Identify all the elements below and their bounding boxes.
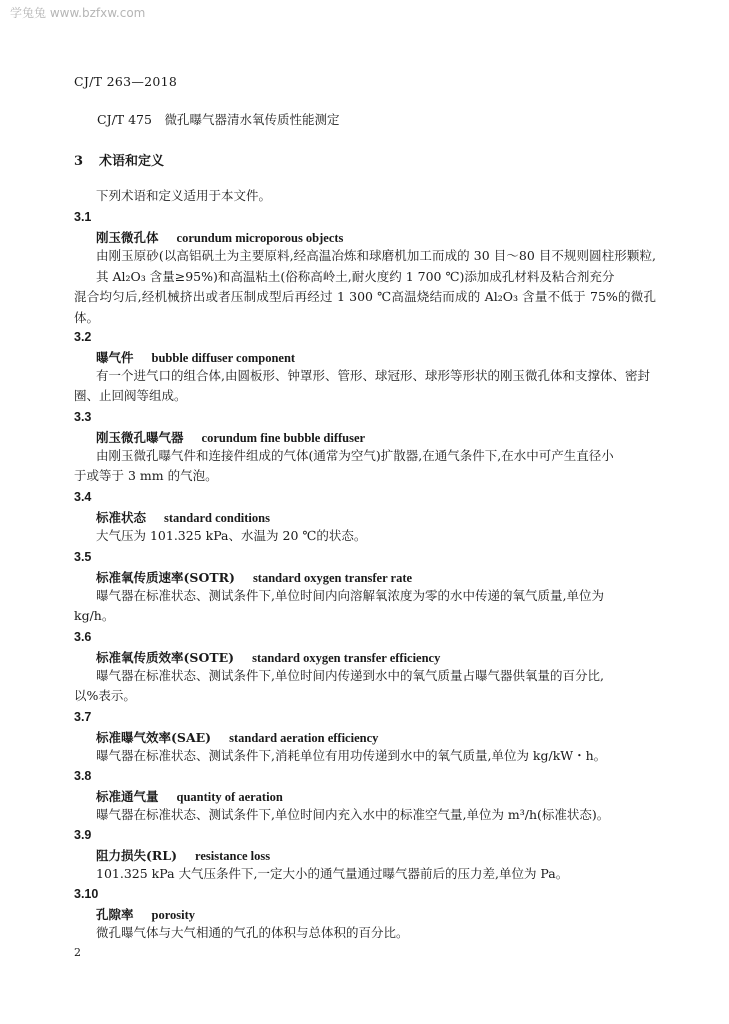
term-en: standard oxygen transfer rate bbox=[252, 571, 413, 585]
standard-number-header: CJ/T 263—2018 bbox=[74, 74, 178, 89]
term-number: 3.9 bbox=[74, 828, 92, 842]
term-number: 3.8 bbox=[74, 769, 92, 783]
term-definition: 大气压为 101.325 kPa、水温为 20 ℃的状态。 bbox=[96, 528, 367, 543]
term-zh: 阻力损失(RL) bbox=[96, 848, 178, 863]
term-title bbox=[96, 568, 412, 586]
term-definition: 有一个进气口的组合体,由圆板形、钟罩形、管形、球冠形、球形等形状的刚玉微孔体和支撑体、密封 bbox=[96, 368, 650, 383]
term-en: bubble diffuser component bbox=[151, 351, 296, 365]
term-en: quantity of aeration bbox=[176, 790, 283, 804]
term-zh: 标准氧传质速率(SOTR) bbox=[96, 570, 235, 585]
term-definition: 曝气器在标准状态、测试条件下,单位时间内传递到水中的氧气质量占曝气器供氧量的百分比, bbox=[96, 668, 604, 683]
term-number: 3.3 bbox=[74, 410, 92, 424]
term-zh: 标准曝气效率(SAE) bbox=[96, 730, 212, 745]
term-en: porosity bbox=[151, 908, 196, 922]
term-zh: 标准状态 bbox=[96, 510, 147, 525]
term-zh: 曝气件 bbox=[96, 350, 134, 365]
term-definition: 由刚玉原砂(以高铝矾土为主要原料,经高温冶炼和球磨机加工而成的 30 目～80 目不规则圆柱形颗粒,其 Al₂O₃ 含量≥95%)和高温粘土(俗称高岭土,耐火度约 1 700 ℃)添加成孔材料及粘合剂充分 bbox=[96, 248, 656, 284]
normative-reference: CJ/T 475 微孔曝气器清水氧传质性能测定 bbox=[97, 112, 340, 127]
term-definition: 曝气器在标准状态、测试条件下,消耗单位有用功传递到水中的氧气质量,单位为 kg/kW・h。 bbox=[96, 748, 607, 763]
term-en: corundum fine bubble diffuser bbox=[201, 431, 366, 445]
term-definition: 曝气器在标准状态、测试条件下,单位时间内向溶解氧浓度为零的水中传递的氧气质量,单位为 bbox=[96, 588, 604, 603]
term-definition: 由刚玉微孔曝气件和连接件组成的气体(通常为空气)扩散器,在通气条件下,在水中可产生直径小 bbox=[96, 448, 614, 463]
section-heading bbox=[74, 150, 164, 169]
term-definition-continued: 混合均匀后,经机械挤出或者压制成型后再经过 1 300 ℃高温烧结而成的 Al₂O₃ 含量不低于 75%的微孔体。 bbox=[74, 289, 656, 325]
term-zh: 标准氧传质效率(SOTE) bbox=[96, 650, 235, 665]
section-number: 3 bbox=[74, 154, 84, 169]
term-number: 3.1 bbox=[74, 210, 92, 224]
term-definition-continued: 于或等于 3 mm 的气泡。 bbox=[74, 468, 218, 483]
term-definition-continued: 圈、止回阀等组成。 bbox=[74, 388, 187, 403]
term-number: 3.10 bbox=[74, 887, 99, 901]
page-number: 2 bbox=[74, 946, 81, 959]
term-en: corundum microporous objects bbox=[176, 231, 344, 245]
term-definition: 微孔曝气体与大气相通的气孔的体积与总体积的百分比。 bbox=[96, 925, 409, 940]
term-number: 3.7 bbox=[74, 710, 92, 724]
term-en: resistance loss bbox=[195, 849, 271, 863]
section-title: 术语和定义 bbox=[99, 154, 165, 169]
term-zh: 刚玉微孔曝气器 bbox=[96, 430, 184, 445]
term-number: 3.6 bbox=[74, 630, 92, 644]
term-zh: 孔隙率 bbox=[96, 907, 134, 922]
section-intro: 下列术语和定义适用于本文件。 bbox=[96, 188, 272, 203]
term-en: standard conditions bbox=[164, 511, 270, 525]
term-number: 3.5 bbox=[74, 550, 92, 564]
term-title bbox=[96, 428, 365, 446]
watermark: 学兔兔 www.bzfxw.com bbox=[10, 6, 146, 20]
term-title bbox=[96, 228, 343, 246]
term-number: 3.4 bbox=[74, 490, 92, 504]
term-title bbox=[96, 648, 440, 666]
term-title bbox=[96, 728, 378, 746]
term-zh: 刚玉微孔体 bbox=[96, 230, 159, 245]
term-title bbox=[96, 508, 270, 526]
term-title bbox=[96, 846, 270, 864]
term-title bbox=[96, 905, 195, 923]
term-definition: 101.325 kPa 大气压条件下,一定大小的通气量通过曝气器前后的压力差,单位为 Pa。 bbox=[96, 866, 569, 881]
term-definition-continued: kg/h。 bbox=[74, 608, 115, 623]
term-definition-continued: 以%表示。 bbox=[74, 688, 136, 703]
term-number: 3.2 bbox=[74, 330, 92, 344]
term-zh: 标准通气量 bbox=[96, 789, 159, 804]
term-title bbox=[96, 348, 295, 366]
term-definition: 曝气器在标准状态、测试条件下,单位时间内充入水中的标准空气量,单位为 m³/h(标准状态)。 bbox=[96, 807, 610, 822]
term-title bbox=[96, 787, 283, 805]
term-en: standard oxygen transfer efficiency bbox=[252, 651, 441, 665]
term-en: standard aeration efficiency bbox=[229, 731, 379, 745]
